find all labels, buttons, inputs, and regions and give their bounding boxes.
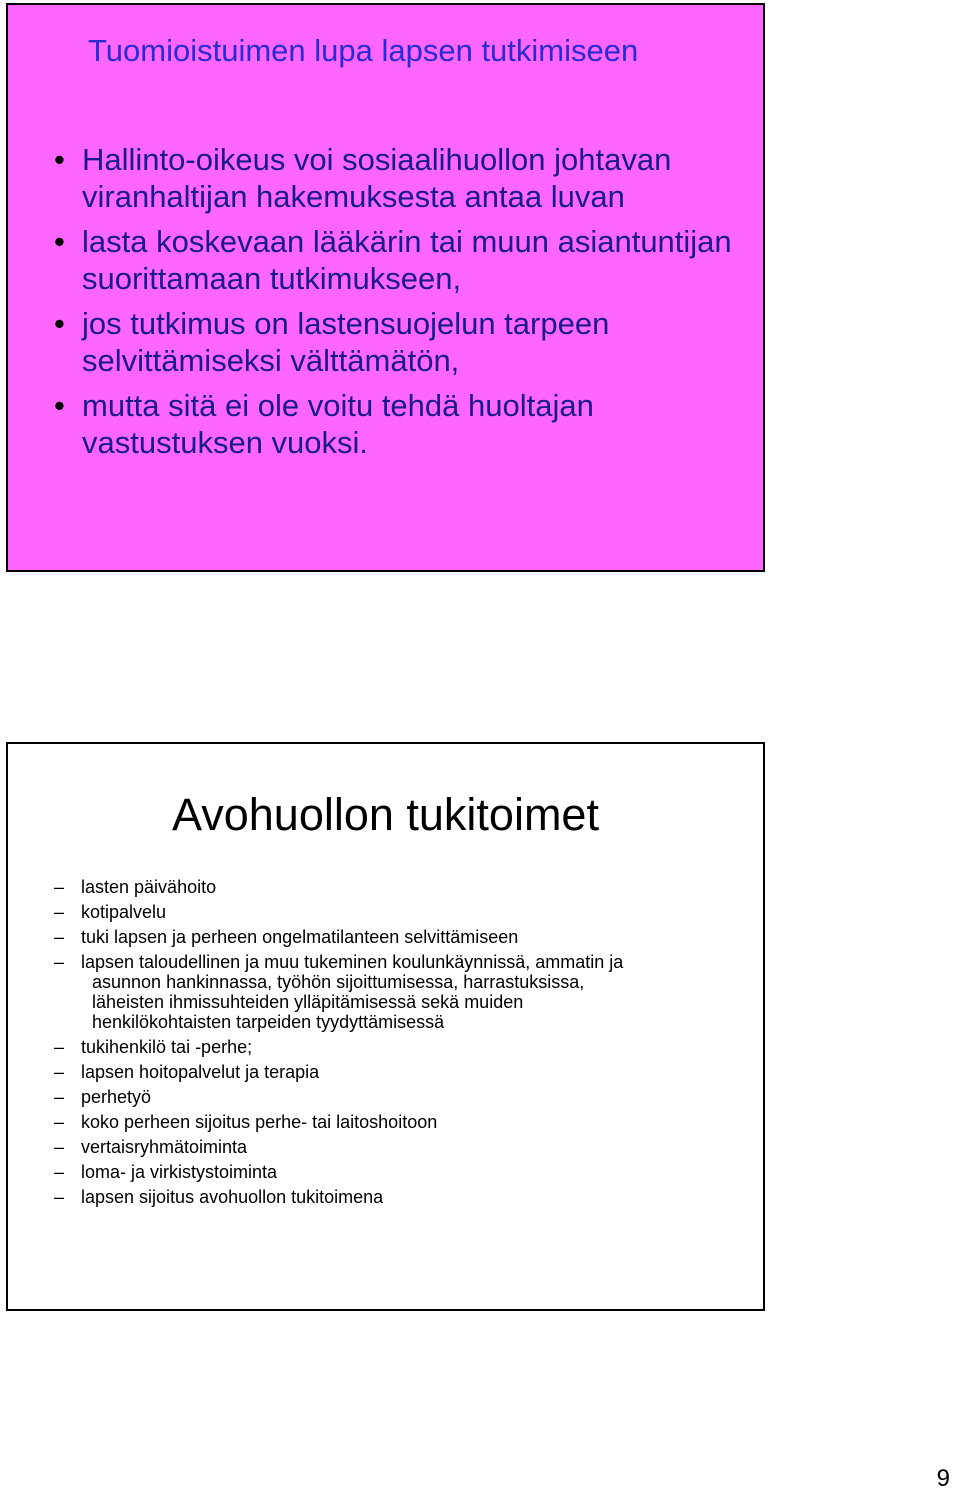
- list-item-text: tukihenkilö tai -perhe;: [81, 1037, 253, 1057]
- list-item-text: koko perheen sijoitus perhe- tai laitoshoitoon: [81, 1112, 438, 1132]
- bullet-list: [54, 141, 744, 469]
- list-item: [54, 902, 734, 922]
- list-item-text: perhetyö: [81, 1087, 152, 1107]
- bullet-text: jos tutkimus on lastensuojelun tarpeen selvittämiseksi välttämätön,: [82, 306, 610, 378]
- list-item: [54, 1162, 734, 1182]
- bullet-text: lasta koskevaan lääkärin tai muun asiantuntijan suorittamaan tutkimukseen,: [82, 224, 732, 296]
- page-number: 9: [936, 1465, 950, 1492]
- list-item-continuation: läheisten ihmissuhteiden ylläpitämisessä sekä muiden: [92, 992, 524, 1012]
- bullet-item: [54, 141, 744, 215]
- list-item-text: lapsen taloudellinen ja muu tukeminen koulunkäynnissä, ammatin ja: [81, 952, 624, 972]
- bullet-icon: •: [54, 306, 65, 341]
- bullet-icon: •: [54, 388, 65, 423]
- dash-icon: –: [54, 1162, 65, 1182]
- slide-title: Tuomioistuimen lupa lapsen tutkimiseen: [88, 33, 639, 68]
- slide-title: Avohuollon tukitoimet: [172, 789, 599, 840]
- dash-icon: –: [54, 1087, 65, 1107]
- dash-icon: –: [54, 1062, 65, 1082]
- list-item: [54, 1112, 734, 1132]
- bullet-text: Hallinto-oikeus voi sosiaalihuollon johtavan viranhaltijan hakemuksesta antaa luvan: [82, 142, 672, 214]
- list-item: [54, 1087, 734, 1107]
- list-item: [54, 927, 734, 947]
- dash-icon: –: [54, 1037, 65, 1057]
- list-item: [54, 1062, 734, 1082]
- dash-icon: –: [54, 1187, 65, 1207]
- list-item: [54, 1187, 734, 1207]
- list-item-text: kotipalvelu: [81, 902, 167, 922]
- bullet-item: [54, 387, 744, 461]
- dash-icon: –: [54, 1137, 65, 1157]
- bullet-icon: •: [54, 142, 65, 177]
- slide-support-measures: [6, 742, 765, 1311]
- bullet-item: [54, 305, 744, 379]
- slide-court-permission: [6, 3, 765, 572]
- list-item-text: vertaisryhmätoiminta: [81, 1137, 248, 1157]
- dash-icon: –: [54, 952, 65, 972]
- dash-icon: –: [54, 927, 65, 947]
- bullet-icon: •: [54, 224, 65, 259]
- bullet-text: mutta sitä ei ole voitu tehdä huoltajan vastustuksen vuoksi.: [82, 388, 594, 460]
- bullet-item: [54, 223, 744, 297]
- list-item-text: lapsen hoitopalvelut ja terapia: [81, 1062, 320, 1082]
- dash-icon: –: [54, 902, 65, 922]
- list-item-long: [54, 952, 734, 1032]
- list-item-text: tuki lapsen ja perheen ongelmatilanteen selvittämiseen: [81, 927, 519, 947]
- list-item-text: loma- ja virkistystoiminta: [81, 1162, 278, 1182]
- dash-list: [54, 877, 734, 1212]
- list-item: [54, 877, 734, 897]
- list-item-text: lasten päivähoito: [81, 877, 217, 897]
- list-item: [54, 1137, 734, 1157]
- list-item-continuation: asunnon hankinnassa, työhön sijoittumisessa, harrastuksissa,: [92, 972, 585, 992]
- list-item-continuation: henkilökohtaisten tarpeiden tyydyttämisessä: [92, 1012, 445, 1032]
- dash-icon: –: [54, 877, 65, 897]
- list-item: [54, 1037, 734, 1057]
- list-item-text: lapsen sijoitus avohuollon tukitoimena: [81, 1187, 384, 1207]
- dash-icon: –: [54, 1112, 65, 1132]
